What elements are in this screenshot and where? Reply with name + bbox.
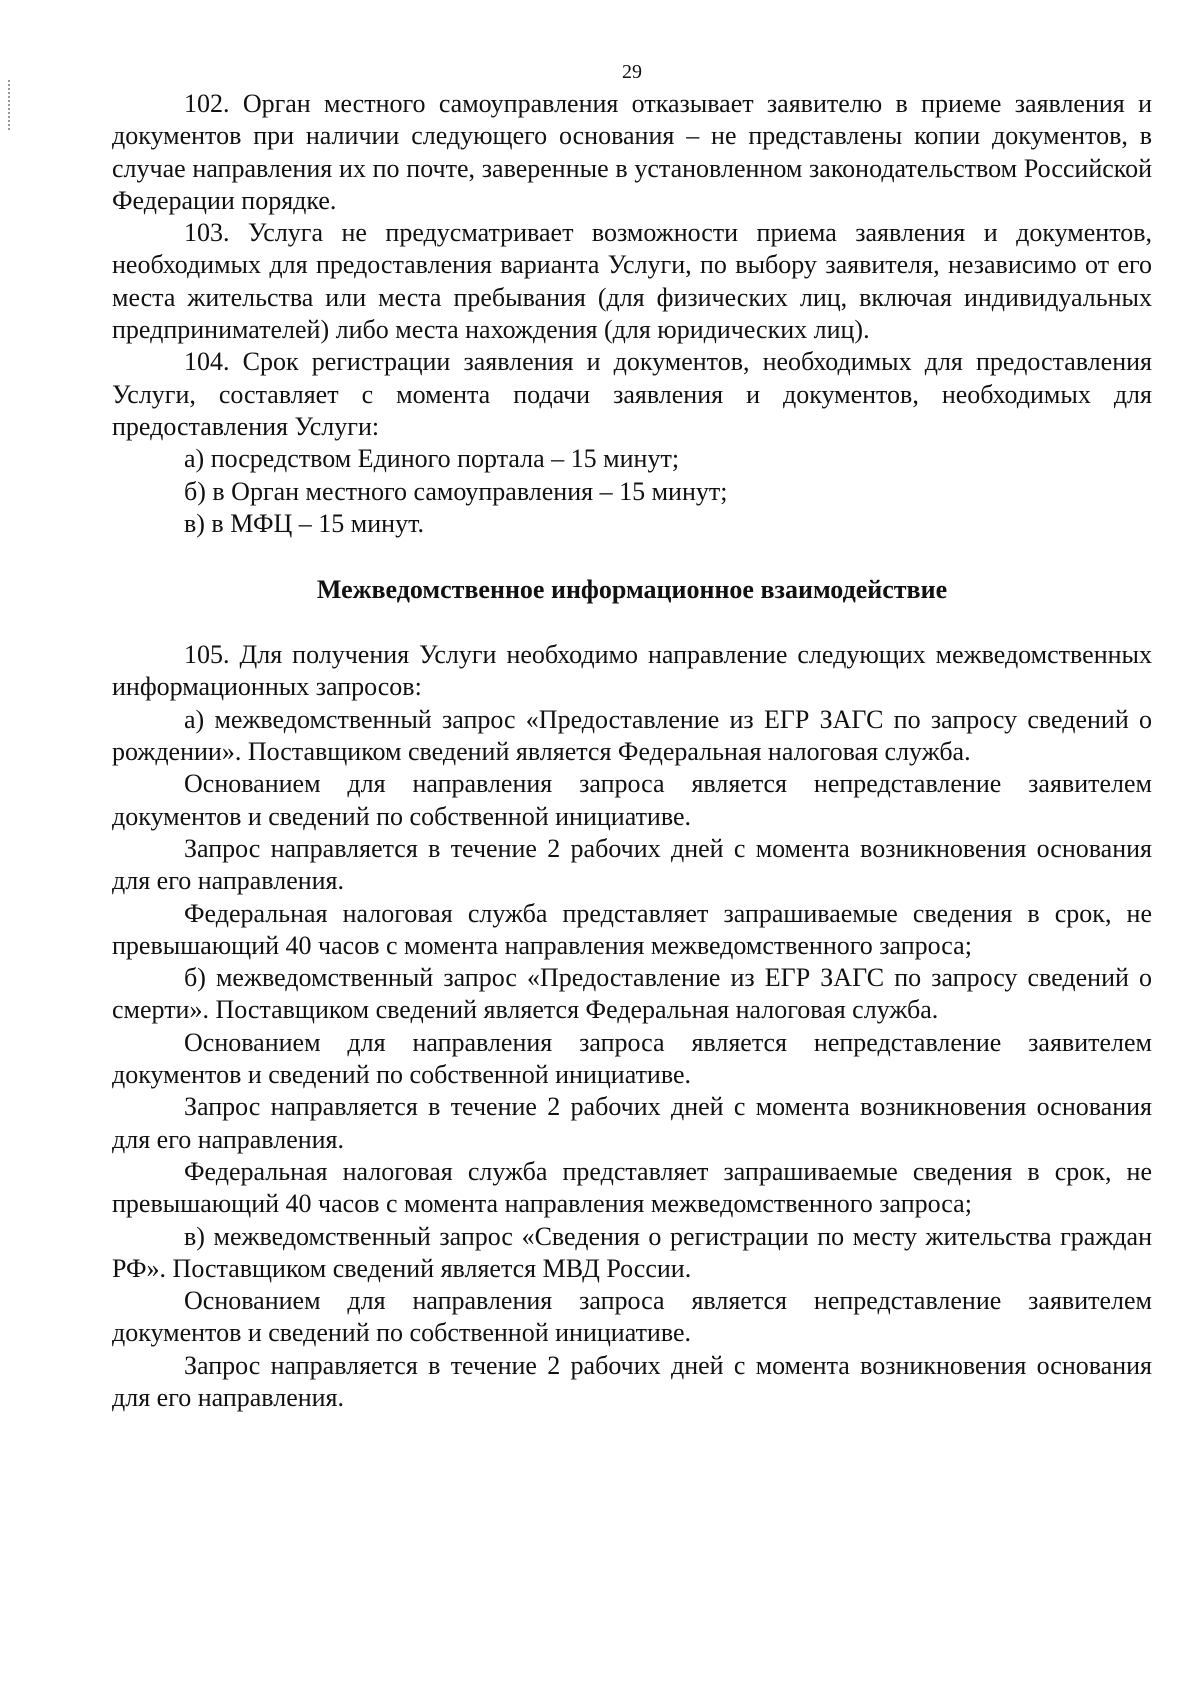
list-item-a: а) посредством Единого портала – 15 минут; — [184, 444, 680, 474]
request-a: а) межведомственный запрос «Предоставление из ЕГР ЗАГС по запросу сведений о рождении». Поставщиком сведений является Федеральная налоговая служба. — [112, 704, 1152, 767]
list-item-b: б) в Орган местного самоуправления – 15 минут; — [184, 476, 728, 506]
paragraph-102: 102. Орган местного самоуправления отказывает заявителю в приеме заявления и документов при наличии следующего основания – не представлены копии документов, в случае направления их по почте, заверенные в установленном законодательством Российской Федерации порядке. — [112, 89, 1152, 215]
paragraph-104: 104. Срок регистрации заявления и документов, необходимых для предоставления Услуги, составляет с момента подачи заявления и документов, необходимых для предоставления Услуги: — [112, 347, 1152, 441]
request-a-basis: Основанием для направления запроса является непредставление заявителем документов и сведений по собственной инициативе. — [112, 769, 1152, 831]
request-b: б) межведомственный запрос «Предоставление из ЕГР ЗАГС по запросу сведений о смерти». Поставщиком сведений является Федеральная налоговая служба. — [112, 963, 1152, 1025]
request-b-response: Федеральная налоговая служба представляет запрашиваемые сведения в срок, не превышающий 40 часов с момента направления межведомственного запроса; — [112, 1156, 1152, 1219]
scan-margin-marks — [8, 80, 13, 130]
request-v: в) межведомственный запрос «Сведения о регистрации по месту жительства граждан РФ». Поставщиком сведений является МВД России. — [112, 1221, 1152, 1283]
request-a-response: Федеральная налоговая служба представляет запрашиваемые сведения в срок, не превышающий 40 часов с момента направления межведомственного запроса; — [112, 898, 1152, 960]
request-a-timing: Запрос направляется в течение 2 рабочих дней с момента возникновения основания для его направления. — [112, 833, 1152, 896]
request-b-timing: Запрос направляется в течение 2 рабочих дней с момента возникновения основания для его направления. — [112, 1092, 1152, 1154]
section-heading: Межведомственное информационное взаимодействие — [316, 575, 948, 605]
page-number: 29 — [622, 61, 642, 83]
document-body — [112, 88, 1152, 1414]
request-b-basis: Основанием для направления запроса является непредставление заявителем документов и сведений по собственной инициативе. — [112, 1027, 1152, 1090]
request-v-timing: Запрос направляется в течение 2 рабочих дней с момента возникновения основания для его направления. — [112, 1350, 1152, 1412]
paragraph-105: 105. Для получения Услуги необходимо направление следующих межведомственных информационных запросов: — [112, 640, 1152, 702]
paragraph-103: 103. Услуга не предусматривает возможности приема заявления и документов, необходимых для предоставления варианта Услуги, по выбору заявителя, независимо от его места жительства или места пребывания (для физических лиц, включая индивидуальных предпринимателей) либо места нахождения (для юридических лиц). — [112, 218, 1152, 345]
list-item-v: в) в МФЦ – 15 минут. — [184, 508, 424, 538]
request-v-basis: Основанием для направления запроса является непредставление заявителем документов и сведений по собственной инициативе. — [112, 1286, 1152, 1348]
